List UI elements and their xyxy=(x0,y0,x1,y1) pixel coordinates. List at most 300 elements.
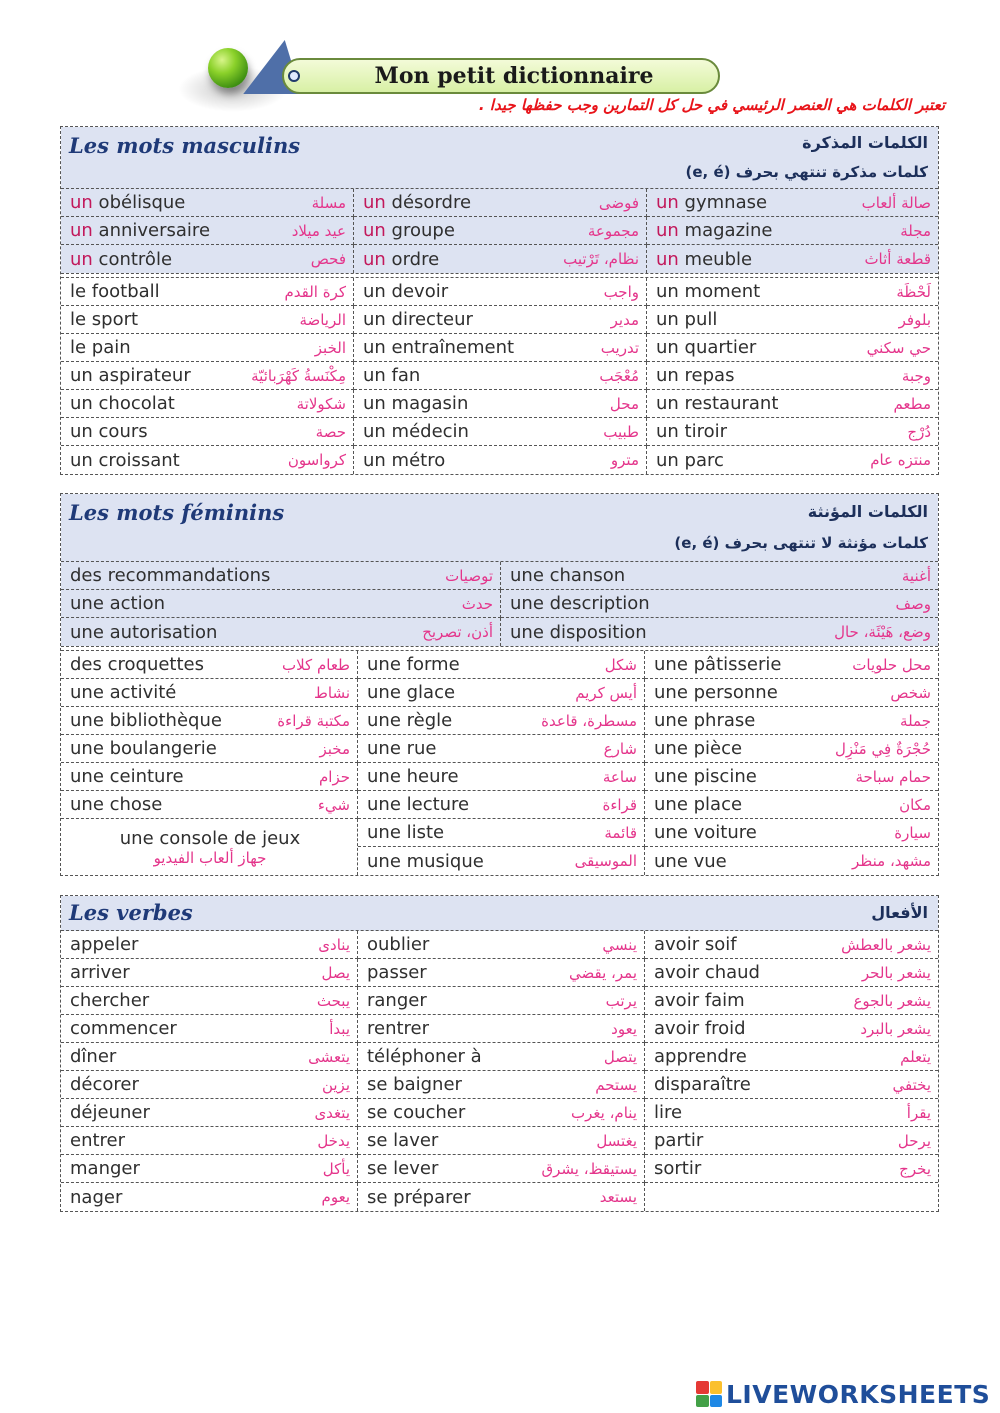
word-ar: مطعم xyxy=(893,394,931,413)
word-fr: une pièce xyxy=(654,738,743,759)
feminins-grid xyxy=(61,651,938,819)
word-ar: أذن، تصريح xyxy=(422,623,493,641)
word-ar: الرياضة xyxy=(299,310,346,329)
console-entry xyxy=(61,819,358,875)
word-entry xyxy=(645,1183,938,1211)
word-fr: une rue xyxy=(367,738,437,759)
word-fr: une disposition xyxy=(510,621,647,643)
word-ar: شارع xyxy=(603,739,637,758)
word-fr: une ceinture xyxy=(70,766,184,787)
word-fr: une description xyxy=(510,593,650,614)
word-ar: جهاز ألعاب الفيديو xyxy=(153,848,267,867)
word-fr: une activité xyxy=(70,682,177,703)
word-entry xyxy=(647,418,938,446)
word-ar: كرة القدم xyxy=(284,282,346,301)
word-fr: une forme xyxy=(367,654,460,675)
word-fr: ranger xyxy=(367,990,427,1011)
word-fr xyxy=(70,220,210,241)
word-fr: une autorisation xyxy=(70,621,218,643)
word-ar: يعوم xyxy=(321,1188,350,1206)
word-fr: une glace xyxy=(367,682,456,703)
word-ar: يتصل xyxy=(603,1047,637,1066)
article: un xyxy=(70,220,93,241)
noun: magazine xyxy=(678,220,773,241)
word-ar: مسلة xyxy=(311,193,346,212)
word-fr: le pain xyxy=(70,337,131,358)
word-entry xyxy=(358,931,645,959)
word-ar: أيس كريم xyxy=(575,683,637,702)
word-ar: بلوفر xyxy=(898,310,931,329)
word-entry xyxy=(61,562,501,590)
word-ar: مجموعة xyxy=(587,221,639,240)
word-fr: avoir faim xyxy=(654,990,745,1011)
word-entry xyxy=(645,1127,938,1155)
word-ar: قطعة أثاث xyxy=(864,250,931,268)
section-title-ar: الكلمات المذكرة xyxy=(802,133,928,152)
word-ar: يبحث xyxy=(316,991,350,1010)
word-fr: nager xyxy=(70,1186,123,1208)
section-title-fr: Les mots masculins xyxy=(69,133,301,158)
word-entry xyxy=(61,446,354,474)
noun: gymnase xyxy=(678,192,768,213)
word-entry xyxy=(358,1155,645,1183)
word-fr: un fan xyxy=(363,365,421,386)
word-entry xyxy=(61,959,358,987)
word-entry xyxy=(61,418,354,446)
word-ar: مسطرة، قاعدة xyxy=(541,711,637,730)
word-ar: طبيب xyxy=(603,422,639,441)
word-entry xyxy=(61,245,354,273)
word-ar: يصل xyxy=(321,963,350,982)
word-ar: قائمة xyxy=(604,823,637,842)
word-entry xyxy=(647,334,938,362)
word-ar: مترو xyxy=(610,451,639,469)
word-entry xyxy=(501,618,938,646)
word-fr: avoir chaud xyxy=(654,962,760,983)
masculins-shaded-grid xyxy=(61,189,938,273)
word-fr: un moment xyxy=(656,281,761,302)
word-ar: ينسي xyxy=(602,935,637,954)
word-entry xyxy=(61,390,354,418)
section-feminins xyxy=(60,493,939,876)
word-entry xyxy=(354,306,647,334)
word-ar: حصة xyxy=(315,422,346,441)
logo-text: LIVEWORKSHEETS xyxy=(726,1379,991,1409)
word-ar: مدير xyxy=(610,310,639,329)
word-fr: un directeur xyxy=(363,309,473,330)
word-entry xyxy=(354,446,647,474)
word-fr: chercher xyxy=(70,990,150,1011)
word-fr: entrer xyxy=(70,1130,126,1151)
word-ar: قراءة xyxy=(602,795,637,814)
word-ar: كرواسون xyxy=(287,451,346,469)
word-entry xyxy=(354,217,647,245)
bullet-icon xyxy=(288,70,300,82)
word-ar: مكان xyxy=(899,795,931,814)
word-fr xyxy=(70,249,172,270)
word-entry xyxy=(358,791,645,819)
word-fr: un restaurant xyxy=(656,393,779,414)
word-entry xyxy=(61,1183,358,1211)
word-entry xyxy=(645,679,938,707)
word-fr: lire xyxy=(654,1102,683,1123)
word-ar: شخص xyxy=(890,683,931,702)
word-fr: une bibliothèque xyxy=(70,710,222,731)
word-ar: دُرْج xyxy=(907,422,931,441)
word-fr: une place xyxy=(654,794,743,815)
word-ar: يشعر بالعطش xyxy=(841,935,931,954)
section-title-fr: Les mots féminins xyxy=(69,500,285,525)
word-ar: يقرأ xyxy=(906,1103,931,1122)
word-entry xyxy=(61,334,354,362)
logo-square xyxy=(710,1395,723,1408)
word-ar: يتعشى xyxy=(308,1047,350,1066)
word-ar: يزين xyxy=(321,1075,350,1094)
word-fr: une liste xyxy=(367,822,445,843)
word-entry xyxy=(647,278,938,306)
word-ar: يدخل xyxy=(317,1131,350,1150)
word-ar: صالة ألعاب xyxy=(861,193,931,212)
word-fr: se baigner xyxy=(367,1074,462,1095)
word-entry xyxy=(501,590,938,618)
word-fr: téléphoner à xyxy=(367,1046,482,1067)
word-fr: déjeuner xyxy=(70,1102,150,1123)
word-fr: un repas xyxy=(656,365,735,386)
word-fr: le sport xyxy=(70,309,139,330)
word-fr: une piscine xyxy=(654,766,757,787)
word-ar: يشعر بالجوع xyxy=(853,991,931,1010)
word-entry xyxy=(61,1043,358,1071)
word-entry xyxy=(61,306,354,334)
word-ar: مشهد، منظر xyxy=(852,852,931,870)
word-entry xyxy=(61,189,354,217)
word-fr: appeler xyxy=(70,934,139,955)
word-fr: se préparer xyxy=(367,1186,471,1208)
page-title: Mon petit dictionnaire xyxy=(282,58,720,94)
word-ar: مجلة xyxy=(900,221,931,240)
word-fr: sortir xyxy=(654,1158,702,1179)
word-fr: des recommandations xyxy=(70,565,271,586)
word-ar: محل حلويات xyxy=(852,655,931,674)
word-fr: une voiture xyxy=(654,822,757,843)
word-fr: une heure xyxy=(367,766,459,787)
word-ar: شيء xyxy=(317,795,350,814)
word-ar: ساعة xyxy=(602,767,637,786)
word-fr: commencer xyxy=(70,1018,177,1039)
word-ar: يستيقظ، يشرق xyxy=(541,1159,637,1178)
word-fr: un quartier xyxy=(656,337,757,358)
section-header xyxy=(61,494,938,562)
word-ar: فحص xyxy=(310,250,346,268)
word-fr: avoir soif xyxy=(654,934,737,955)
word-fr: dîner xyxy=(70,1046,117,1067)
noun: ordre xyxy=(385,248,440,270)
word-entry xyxy=(645,1043,938,1071)
word-entry xyxy=(645,1155,938,1183)
word-entry xyxy=(61,679,358,707)
word-entry xyxy=(645,707,938,735)
word-entry xyxy=(358,763,645,791)
word-entry xyxy=(61,1015,358,1043)
word-fr: une chanson xyxy=(510,565,626,586)
word-ar: وصف xyxy=(895,594,931,613)
word-fr: une chose xyxy=(70,794,163,815)
word-ar: الموسيقى xyxy=(574,852,637,870)
word-ar: يمر، يقضي xyxy=(568,963,637,982)
word-ar: يخرج xyxy=(899,1159,931,1178)
word-entry xyxy=(645,651,938,679)
section-subtitle-ar: كلمات مؤنثة لا تنتهى بحرف (e, é) xyxy=(674,534,928,552)
section-masculins xyxy=(60,126,939,475)
word-fr: un entraînement xyxy=(363,337,515,358)
word-fr: passer xyxy=(367,962,427,983)
word-ar: منتزه عام xyxy=(870,451,931,469)
article: un xyxy=(70,192,93,213)
word-entry xyxy=(645,735,938,763)
word-entry xyxy=(645,959,938,987)
word-entry xyxy=(645,847,938,875)
word-fr: un devoir xyxy=(363,281,449,302)
word-fr: un aspirateur xyxy=(70,365,191,386)
logo-icon xyxy=(696,1381,722,1407)
word-fr: un cours xyxy=(70,421,148,442)
word-fr xyxy=(363,192,471,213)
word-entry xyxy=(61,1071,358,1099)
article: un xyxy=(363,248,386,270)
article: un xyxy=(656,192,679,213)
word-ar: فوضى xyxy=(598,193,639,212)
word-entry xyxy=(647,189,938,217)
word-ar: عيد ميلاد xyxy=(291,221,346,240)
word-fr: une règle xyxy=(367,710,453,731)
word-entry xyxy=(645,1015,938,1043)
word-fr xyxy=(363,249,439,270)
article: un xyxy=(363,220,386,241)
word-entry xyxy=(358,847,645,875)
section-header xyxy=(61,127,938,189)
word-ar: مُعْجَب xyxy=(599,366,639,385)
word-ar: طعام كلاب xyxy=(281,655,350,674)
article: un xyxy=(656,220,679,241)
word-fr: un parc xyxy=(656,449,724,471)
word-fr: une boulangerie xyxy=(70,738,217,759)
word-fr: une personne xyxy=(654,682,778,703)
word-fr xyxy=(656,192,767,213)
word-entry xyxy=(645,1099,938,1127)
word-fr: une lecture xyxy=(367,794,470,815)
word-ar: سيارة xyxy=(894,823,931,842)
word-fr: manger xyxy=(70,1158,140,1179)
word-entry xyxy=(358,651,645,679)
word-fr: une pâtisserie xyxy=(654,654,782,675)
word-fr: une action xyxy=(70,593,166,614)
word-fr: une musique xyxy=(367,850,484,872)
word-entry xyxy=(358,1183,645,1211)
word-fr: le football xyxy=(70,281,160,302)
word-entry xyxy=(61,618,501,646)
word-fr xyxy=(656,249,752,270)
word-ar: لَحْظَة xyxy=(896,282,931,301)
section-title-ar: الكلمات المؤنثة xyxy=(807,502,928,521)
word-ar: محل xyxy=(609,394,639,413)
word-entry xyxy=(61,590,501,618)
section-title-ar: الأفعال xyxy=(871,903,928,922)
word-ar: يعود xyxy=(611,1019,637,1038)
word-entry xyxy=(647,306,938,334)
noun: obélisque xyxy=(92,192,186,213)
word-entry xyxy=(61,707,358,735)
article: un xyxy=(656,248,679,270)
word-entry xyxy=(358,679,645,707)
article: un xyxy=(363,192,386,213)
word-entry xyxy=(358,1015,645,1043)
word-entry xyxy=(358,959,645,987)
word-ar: يبدأ xyxy=(329,1019,350,1038)
word-entry xyxy=(61,1127,358,1155)
word-ar: يتعلم xyxy=(900,1047,931,1066)
word-fr: disparaître xyxy=(654,1074,751,1095)
word-entry xyxy=(354,390,647,418)
word-ar: يغتسل xyxy=(596,1131,637,1150)
word-ar: يشعر بالبرد xyxy=(860,1019,931,1038)
instruction-note: تعتبر الكلمات هي العنصر الرئيسي في حل كل التمارين وجب حفظها جيدا . xyxy=(478,96,945,114)
word-entry xyxy=(358,987,645,1015)
feminins-console-block xyxy=(61,819,938,875)
word-ar: يستعد xyxy=(599,1188,637,1206)
word-ar: يرتب xyxy=(605,991,637,1010)
word-entry xyxy=(645,763,938,791)
word-ar: مكتبة قراءة xyxy=(277,711,350,730)
word-entry xyxy=(645,791,938,819)
word-ar: حدث xyxy=(461,594,493,613)
word-fr: se coucher xyxy=(367,1102,466,1123)
console-side-grid xyxy=(358,819,938,875)
word-fr: un croissant xyxy=(70,449,180,471)
word-entry xyxy=(61,1099,358,1127)
word-ar: شكل xyxy=(604,655,637,674)
section-subtitle-ar: كلمات مذكرة تنتهي بحرف (e, é) xyxy=(685,163,928,181)
word-entry xyxy=(354,278,647,306)
word-entry xyxy=(354,189,647,217)
word-entry xyxy=(645,1071,938,1099)
word-entry xyxy=(358,1071,645,1099)
word-entry xyxy=(354,362,647,390)
word-entry xyxy=(647,362,938,390)
word-fr: un médecin xyxy=(363,421,469,442)
word-entry xyxy=(645,987,938,1015)
word-fr: se laver xyxy=(367,1130,439,1151)
word-ar: يتغدى xyxy=(314,1103,350,1122)
word-fr: oublier xyxy=(367,934,430,955)
noun: anniversaire xyxy=(92,220,211,241)
word-fr: décorer xyxy=(70,1074,139,1095)
word-entry xyxy=(645,819,938,847)
word-ar: يختفي xyxy=(892,1075,931,1094)
word-ar: تدريب xyxy=(600,338,639,357)
word-ar: حزام xyxy=(318,767,350,786)
masculins-grid xyxy=(61,278,938,474)
word-entry xyxy=(61,931,358,959)
logo-square xyxy=(696,1381,709,1394)
logo-square xyxy=(696,1395,709,1408)
word-fr: partir xyxy=(654,1130,704,1151)
word-fr: avoir froid xyxy=(654,1018,746,1039)
word-fr: un tiroir xyxy=(656,421,728,442)
word-entry xyxy=(61,1155,358,1183)
word-entry xyxy=(61,791,358,819)
word-fr: un magasin xyxy=(363,393,469,414)
word-ar: نشاط xyxy=(314,683,350,702)
word-entry xyxy=(61,763,358,791)
section-title-fr: Les verbes xyxy=(69,900,193,925)
word-ar: مخبز xyxy=(319,739,350,758)
section-header xyxy=(61,896,938,931)
feminins-shaded-grid xyxy=(61,562,938,646)
word-fr xyxy=(363,220,455,241)
word-entry xyxy=(358,1127,645,1155)
word-entry xyxy=(354,334,647,362)
word-ar: أغنية xyxy=(901,566,931,585)
liveworksheets-logo xyxy=(696,1378,996,1410)
word-ar: يرحل xyxy=(897,1131,931,1150)
word-ar: حُجْرَةٌ فِي مَنْزِل xyxy=(834,739,931,758)
word-fr: arriver xyxy=(70,962,130,983)
section-verbes xyxy=(60,895,939,1212)
word-ar: حمام سباحة xyxy=(855,767,931,786)
word-entry xyxy=(501,562,938,590)
word-fr xyxy=(656,220,773,241)
noun: contrôle xyxy=(92,248,173,270)
word-ar: ينام، يغرب xyxy=(571,1103,637,1122)
word-fr xyxy=(70,192,185,213)
word-ar: نظام، تَرْتيب xyxy=(563,250,639,268)
word-ar: جملة xyxy=(900,711,931,730)
word-ar: يستحم xyxy=(595,1075,637,1094)
word-entry xyxy=(61,651,358,679)
word-entry xyxy=(61,362,354,390)
word-entry xyxy=(61,987,358,1015)
word-entry xyxy=(645,931,938,959)
word-ar: ينادى xyxy=(318,935,350,954)
word-entry xyxy=(354,245,647,273)
word-ar: واجب xyxy=(603,282,639,301)
word-ar: مِكْنَسةُ كَهْرَبائيّة xyxy=(251,366,346,385)
word-entry xyxy=(61,735,358,763)
verbes-grid xyxy=(61,931,938,1211)
noun: désordre xyxy=(385,192,472,213)
word-ar: الخبز xyxy=(314,338,346,357)
word-fr: un métro xyxy=(363,449,446,471)
word-entry xyxy=(358,735,645,763)
word-fr: une console de jeux xyxy=(119,827,301,849)
word-fr: un chocolat xyxy=(70,393,175,414)
word-entry xyxy=(647,390,938,418)
word-entry xyxy=(354,418,647,446)
word-ar: توصيات xyxy=(445,566,493,585)
word-entry xyxy=(61,217,354,245)
word-entry xyxy=(358,1043,645,1071)
word-fr: des croquettes xyxy=(70,654,204,675)
word-ar: حي سكني xyxy=(866,338,931,357)
word-entry xyxy=(61,278,354,306)
noun: meuble xyxy=(678,248,753,270)
word-entry xyxy=(358,1099,645,1127)
word-ar: يشعر بالحر xyxy=(861,963,931,982)
word-entry xyxy=(647,245,938,273)
word-entry xyxy=(358,819,645,847)
green-ball-icon xyxy=(208,48,248,88)
word-fr: une phrase xyxy=(654,710,756,731)
